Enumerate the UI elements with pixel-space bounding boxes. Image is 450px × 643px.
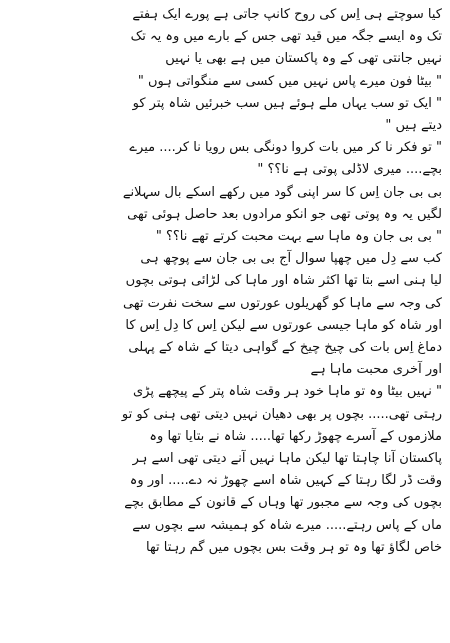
text-line: " نہیں بیٹا وہ تو ماہا خود ہر وقت شاہ پتر کے پیچھے پڑی	[133, 384, 442, 400]
text-line: لیا ہنی اسے بتا تھا اکثر شاہ اور ماہا کی لڑائی ہوتی بچوں	[125, 273, 442, 289]
text-line: " بیٹا فون میرے پاس نہیں میں کسی سے منگواتی ہوں "	[137, 73, 442, 89]
text-line: " تو فکر نا کر میں بات کروا دونگی بس رویا نا کر.... میرے	[129, 140, 442, 156]
text-line: دیتے ہیں "	[385, 118, 442, 134]
text-line: کب سے دِل میں چھپا سوال آج بی بی جان سے پوچھ ہی	[140, 251, 442, 267]
text-line: ملازموں کے آسرے چھوڑ رکھا تھا..... شاہ نے بتایا تھا وہ	[149, 428, 442, 444]
urdu-text-body	[8, 4, 442, 559]
text-line: " بی بی جان وہ ماہا سے بہت محبت کرتے تھے نا؟؟ "	[155, 229, 442, 245]
text-line: ماں کے پاس رہتے..... میرے شاہ کو ہمیشہ سے بچوں سے	[132, 517, 442, 533]
text-line: نہیں جانتی تھی کے وہ پاکستان میں ہے بھی یا نہیں	[165, 51, 442, 67]
text-line: دماغ اِس بات کی چیخ چیخ کے گواہی دیتا کے شاہ کے پہلی	[128, 340, 442, 356]
text-line: کی وجہ سے ماہا کو گھریلوں عورتوں سے سخت نفرت تھی	[123, 295, 442, 311]
text-line: " ایک تو سب یہاں ملے ہوئے ہیں سب خبرئیں شاہ پتر کو	[132, 95, 442, 111]
text-line: وقت ڈر لگا رہتا کے کہیں شاہ اسے چھوڑ نہ دے..... اور وہ	[129, 473, 442, 489]
text-line: رہتی تھی..... بچوں پر بھی دھیان نہیں دیتی تھی ہنی کو تو	[121, 406, 442, 422]
text-line: کیا سوچتے ہی اِس کی روح کانپ جاتی ہے پورے ایک ہفتے	[132, 7, 442, 22]
text-line: بچوں کی وجہ سے مجبور تھا وہاں کے قانون کے مطابق بچے	[124, 495, 442, 511]
text-line: خاص لگاؤ تھا وہ تو ہر وقت بس بچوں میں گم رہتا تھا	[146, 539, 442, 555]
text-line: بچے.... میری لاڈلی پوتی ہے نا؟؟ "	[257, 162, 442, 178]
text-line: اور آخری محبت ماہا ہے	[310, 362, 442, 378]
text-line: پاکستان آنا چاہتا تھا لیکن ماہا نہیں آنے دیتی تھی اسے ہر	[132, 451, 442, 467]
text-line: بی بی جان اِس کا سر اپنی گود میں رکھے اسکے بال سہلانے	[122, 184, 442, 200]
text-line: اور شاہ کو ماہا جیسی عورتوں سے لیکن اِس کا دِل اِس کا	[125, 317, 442, 333]
text-line: لگیں یہ وہ پوتی تھی جو انکو مرادوں بعد حاصل ہوئی تھی	[127, 206, 442, 222]
text-line: تک وہ ایسے جگہ میں قید تھی جس کے بارے میں وہ یہ تک	[130, 29, 442, 45]
